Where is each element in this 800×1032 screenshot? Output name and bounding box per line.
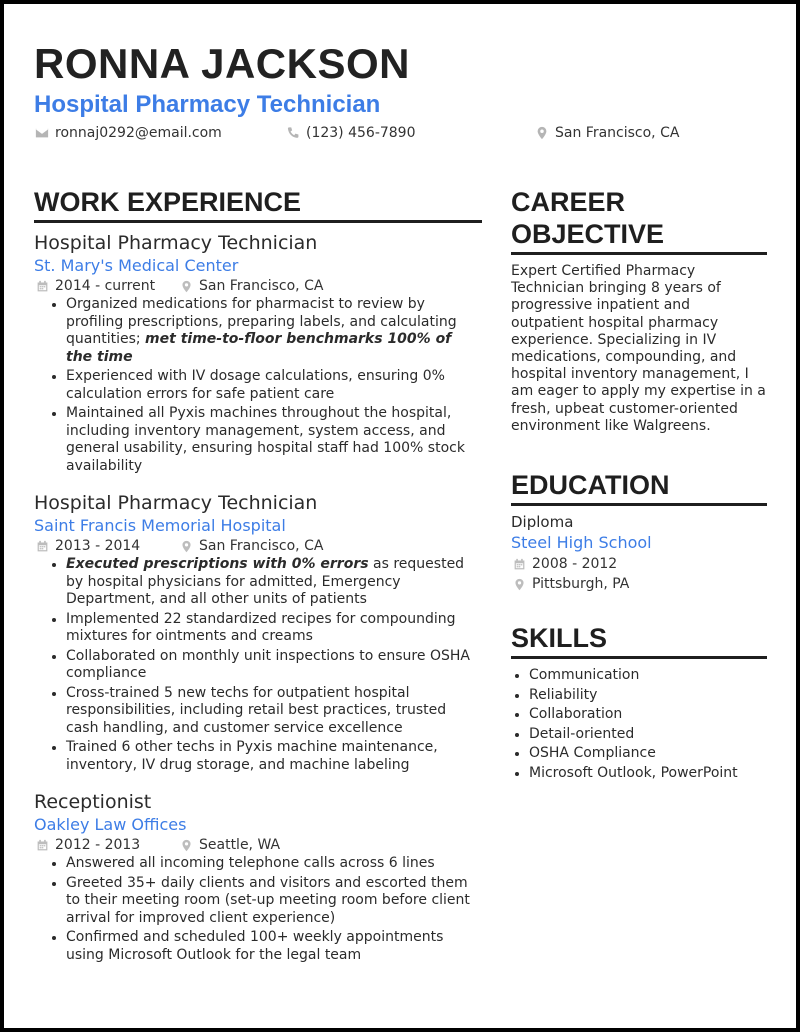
map-pin-icon bbox=[180, 839, 193, 852]
job-bullet bbox=[66, 875, 482, 928]
job-bullet bbox=[66, 929, 482, 964]
job-meta bbox=[36, 276, 482, 296]
skills-heading: SKILLS bbox=[511, 622, 767, 659]
work-experience-list bbox=[34, 231, 482, 964]
location-text: San Francisco, CA bbox=[555, 125, 680, 141]
map-pin-icon bbox=[180, 540, 193, 553]
candidate-name: RONNA JACKSON bbox=[34, 40, 410, 87]
education-location bbox=[513, 574, 767, 594]
calendar-icon bbox=[36, 839, 49, 852]
skill-item: • Microsoft Outlook, PowerPoint bbox=[529, 765, 767, 782]
career-objective-heading-line2: OBJECTIVE bbox=[511, 219, 665, 249]
candidate-title: Hospital Pharmacy Technician bbox=[34, 91, 381, 118]
job-location-text: San Francisco, CA bbox=[199, 538, 324, 554]
right-column bbox=[511, 186, 767, 785]
map-pin-icon bbox=[180, 280, 193, 293]
contact-phone bbox=[286, 124, 416, 142]
bullet-text: Maintained all Pyxis machines throughout the hospital, including inventory management, system access, and general usability, ensuring hospital staff had 100% stock availability bbox=[66, 405, 465, 474]
job-location-text: San Francisco, CA bbox=[199, 278, 324, 294]
job-bullets bbox=[34, 296, 482, 475]
envelope-icon bbox=[35, 126, 49, 140]
education-dates-text: 2008 - 2012 bbox=[532, 556, 618, 573]
skills-section bbox=[511, 622, 767, 782]
job-entry bbox=[34, 790, 482, 964]
job-dates bbox=[36, 276, 180, 296]
bullet-text: Confirmed and scheduled 100+ weekly appointments using Microsoft Outlook for the legal team bbox=[66, 929, 444, 963]
job-location bbox=[180, 276, 323, 296]
bullet-highlight: met time-to-floor benchmarks 100% of the time bbox=[66, 331, 452, 365]
bullet-text: Implemented 22 standardized recipes for compounding mixtures for ointments and creams bbox=[66, 610, 456, 644]
contact-email bbox=[35, 124, 222, 142]
job-bullets bbox=[34, 556, 482, 774]
skill-item: • Reliability bbox=[529, 687, 767, 704]
bullet-text: Organized medications for pharmacist to review by profiling prescriptions, preparing labels, and calculating quantities; bbox=[66, 296, 457, 347]
skill-item: • Collaboration bbox=[529, 706, 767, 723]
phone-text: (123) 456-7890 bbox=[306, 125, 416, 141]
bullet-highlight: Executed prescriptions with 0% errors bbox=[66, 556, 369, 572]
job-title: Hospital Pharmacy Technician bbox=[34, 492, 318, 514]
left-column bbox=[34, 186, 482, 966]
calendar-icon bbox=[36, 540, 49, 553]
employer-name: Saint Francis Memorial Hospital bbox=[34, 516, 286, 535]
degree: Diploma bbox=[511, 513, 574, 532]
map-pin-icon bbox=[535, 126, 549, 140]
job-title: Receptionist bbox=[34, 791, 152, 813]
resume-page bbox=[4, 4, 796, 1028]
job-bullet bbox=[66, 368, 482, 403]
job-meta bbox=[36, 835, 482, 855]
map-pin-icon bbox=[513, 578, 526, 591]
calendar-icon bbox=[513, 558, 526, 571]
career-objective-section bbox=[511, 186, 767, 435]
contact-location bbox=[535, 124, 679, 142]
phone-icon bbox=[286, 126, 300, 140]
job-bullet bbox=[66, 855, 482, 873]
job-location bbox=[180, 835, 280, 855]
job-location bbox=[180, 536, 323, 556]
career-objective-text: Expert Certified Pharmacy Technician bringing 8 years of progressive inpatient and outpatient hospital pharmacy experience. Specializing in IV medications, compounding, and hospital inventory management, I am eager to apply my expertise in a fresh, upbeat customer-oriented environment like Walgreens. bbox=[511, 263, 766, 434]
job-entry bbox=[34, 491, 482, 774]
job-bullet bbox=[66, 556, 482, 609]
bullet-text: as requested by hospital physicians for admitted, Emergency Department, and all other units of patients bbox=[66, 556, 465, 607]
job-bullets bbox=[34, 855, 482, 964]
bullet-text: Experienced with IV dosage calculations, ensuring 0% calculation errors for safe patient care bbox=[66, 368, 445, 402]
job-bullet bbox=[66, 405, 482, 475]
job-bullet bbox=[66, 648, 482, 683]
job-entry bbox=[34, 231, 482, 475]
education-heading: EDUCATION bbox=[511, 469, 767, 506]
job-title: Hospital Pharmacy Technician bbox=[34, 232, 318, 254]
job-dates-text: 2013 - 2014 bbox=[55, 538, 141, 554]
job-bullet bbox=[66, 685, 482, 738]
job-bullet bbox=[66, 739, 482, 774]
job-dates-text: 2012 - 2013 bbox=[55, 837, 141, 853]
employer-name: Oakley Law Offices bbox=[34, 815, 187, 834]
calendar-icon bbox=[36, 280, 49, 293]
skill-item: • Detail-oriented bbox=[529, 726, 767, 743]
skill-item: • OSHA Compliance bbox=[529, 745, 767, 762]
career-objective-heading-line1: CAREER bbox=[511, 187, 626, 217]
school-name: Steel High School bbox=[511, 533, 652, 553]
bullet-text: Cross-trained 5 new techs for outpatient hospital responsibilities, including retail best practices, trusted cash handling, and customer service excellence bbox=[66, 684, 447, 736]
education-section bbox=[511, 469, 767, 594]
bullet-text: Collaborated on monthly unit inspections to ensure OSHA compliance bbox=[66, 647, 470, 681]
job-dates bbox=[36, 835, 180, 855]
bullet-text: Answered all incoming telephone calls across 6 lines bbox=[66, 855, 435, 871]
job-bullet bbox=[66, 296, 482, 366]
job-bullet bbox=[66, 611, 482, 646]
job-meta bbox=[36, 536, 482, 556]
employer-name: St. Mary's Medical Center bbox=[34, 256, 239, 275]
bullet-text: Trained 6 other techs in Pyxis machine maintenance, inventory, IV drug storage, and machine labeling bbox=[66, 739, 438, 773]
skill-item: • Communication bbox=[529, 667, 767, 684]
email-text: ronnaj0292@email.com bbox=[55, 125, 222, 141]
education-dates bbox=[513, 554, 767, 574]
job-location-text: Seattle, WA bbox=[199, 837, 281, 853]
education-location-text: Pittsburgh, PA bbox=[532, 576, 630, 593]
job-dates bbox=[36, 536, 180, 556]
career-objective-heading bbox=[511, 186, 767, 255]
skills-list bbox=[511, 667, 767, 782]
job-dates-text: 2014 - current bbox=[55, 278, 156, 294]
work-experience-heading: WORK EXPERIENCE bbox=[34, 186, 482, 223]
bullet-text: Greeted 35+ daily clients and visitors and escorted them to their meeting room (set-up meeting room before client arrival for improved client experience) bbox=[66, 874, 470, 926]
